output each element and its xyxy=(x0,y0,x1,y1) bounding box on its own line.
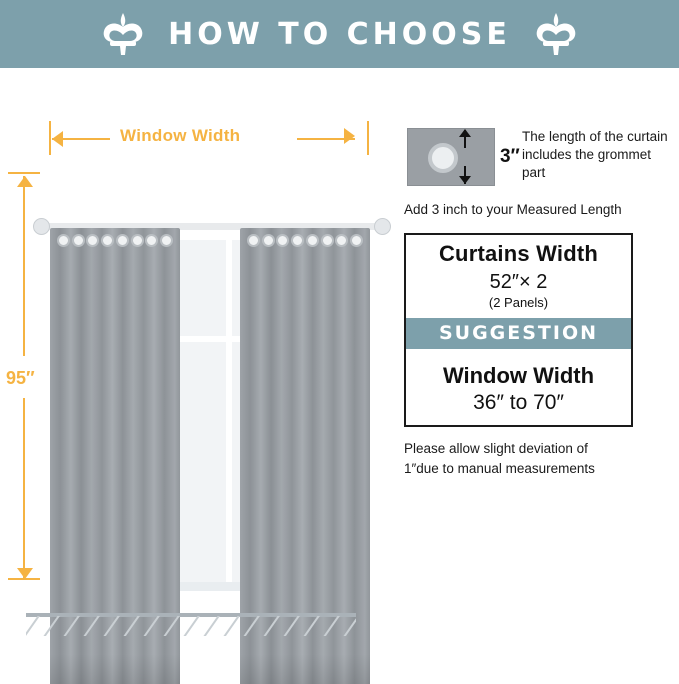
grommet-icon xyxy=(306,234,319,247)
grommet-icon xyxy=(160,234,173,247)
grommet-measure-label: 3″ xyxy=(500,146,520,167)
disclaimer-line-2: 1″due to manual measurements xyxy=(404,460,595,476)
grommet-icon xyxy=(262,234,275,247)
grommet-icon xyxy=(101,234,114,247)
window-width-label: Window Width xyxy=(120,126,241,145)
grommet-icon xyxy=(247,234,260,247)
grommet-ring-icon xyxy=(428,143,458,173)
grommet-icon xyxy=(321,234,334,247)
window-width-range: 36″ to 70″ xyxy=(473,391,564,414)
info-column xyxy=(404,128,666,478)
grommet-note: The length of the curtain includes the grommet part xyxy=(522,129,668,181)
grommet-row xyxy=(50,234,180,248)
grommet-icon xyxy=(131,234,144,247)
grommet-icon xyxy=(116,234,129,247)
disclaimer-line-1: Please allow slight deviation of xyxy=(404,441,588,456)
arrow-up-icon xyxy=(17,176,33,187)
grommet-icon xyxy=(86,234,99,247)
fleur-de-lis-icon xyxy=(529,11,583,57)
suggestion-band: SUGGESTION xyxy=(406,318,631,349)
fleur-de-lis-icon xyxy=(96,11,150,57)
grommet-icon xyxy=(276,234,289,247)
floor-hatching xyxy=(26,616,356,636)
curtains-width-value: 52″× 2 xyxy=(489,271,548,293)
grommet-icon xyxy=(72,234,85,247)
diagram-stage xyxy=(0,68,679,636)
grommet-icon xyxy=(335,234,348,247)
curtain-rod-finial-right xyxy=(374,218,391,235)
window-width-section xyxy=(406,349,631,425)
curtain-rod-finial-left xyxy=(33,218,50,235)
height-line-top xyxy=(23,176,25,356)
grommet-icon xyxy=(291,234,304,247)
grommet-icon xyxy=(145,234,158,247)
window-mullion-vertical xyxy=(226,240,232,584)
curtain-height-label: 95″ xyxy=(6,368,35,388)
height-line-bottom xyxy=(23,398,25,580)
grommet-row xyxy=(240,234,370,248)
curtains-width-title: Curtains Width xyxy=(438,241,599,266)
arrow-left-icon xyxy=(52,131,63,147)
window-width-tick-left xyxy=(49,121,51,155)
grommet-measure-line-top xyxy=(464,130,466,148)
arrow-down-icon xyxy=(459,176,471,184)
curtains-width-section xyxy=(406,235,631,318)
grommet-detail-figure xyxy=(404,128,668,190)
window-width-title: Window Width xyxy=(442,363,595,388)
panels-note: (2 Panels) xyxy=(488,295,549,310)
grommet-icon xyxy=(350,234,363,247)
header-banner xyxy=(0,0,679,68)
page-title: HOW TO CHOOSE xyxy=(168,16,511,52)
disclaimer xyxy=(404,439,652,478)
grommet-icon xyxy=(57,234,70,247)
height-tick-top xyxy=(8,172,40,174)
add-length-note: Add 3 inch to your Measured Length xyxy=(404,202,622,217)
grommet-swatch xyxy=(407,128,495,186)
arrow-down-icon xyxy=(17,568,33,579)
suggestion-card xyxy=(404,233,633,427)
